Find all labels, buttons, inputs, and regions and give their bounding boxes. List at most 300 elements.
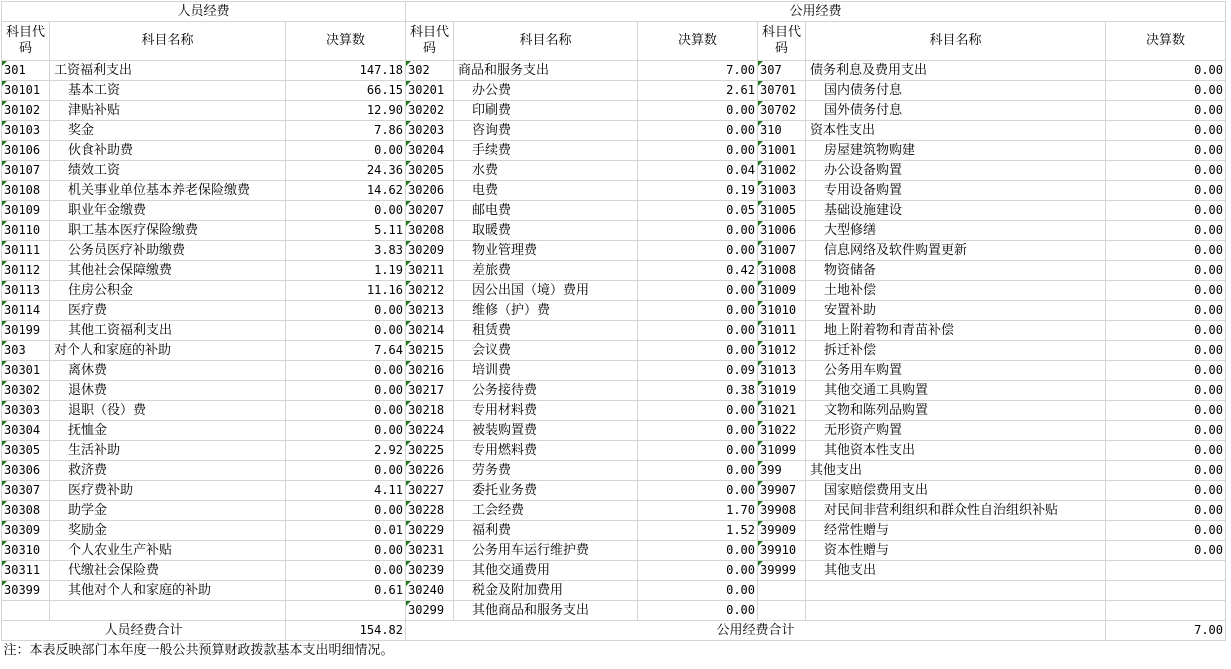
public-left-code-text: 30215: [408, 343, 445, 357]
public-right-amount-cell: 0.00: [1106, 541, 1226, 561]
public-right-code-text: 399: [760, 463, 782, 477]
public-right-name-header: 科目名称: [806, 22, 1106, 61]
public-left-name-cell: 取暖费: [454, 221, 638, 241]
text-format-marker-icon: [406, 421, 411, 426]
personnel-name-cell: 对个人和家庭的补助: [50, 341, 286, 361]
public-left-amount-header: 决算数: [638, 22, 758, 61]
total-row: [2, 621, 1226, 641]
public-right-code-text: 31013: [760, 363, 797, 377]
personnel-code-text: 30309: [4, 523, 41, 537]
public-right-name-cell: 公务用车购置: [806, 361, 1106, 381]
personnel-name-cell: 绩效工资: [50, 161, 286, 181]
public-right-code-cell: [758, 261, 806, 281]
text-format-marker-icon: [406, 501, 411, 506]
table-row: [2, 341, 1226, 361]
personnel-amount-cell: 1.19: [286, 261, 406, 281]
text-format-marker-icon: [758, 521, 763, 526]
public-right-name-cell: 国外债务付息: [806, 101, 1106, 121]
public-left-code-text: 30207: [408, 203, 445, 217]
personnel-name-cell: 工资福利支出: [50, 61, 286, 81]
public-right-amount-cell: 0.00: [1106, 61, 1226, 81]
public-left-code-text: 30209: [408, 243, 445, 257]
public-right-name-cell: 其他资本性支出: [806, 441, 1106, 461]
text-format-marker-icon: [406, 121, 411, 126]
public-left-code-text: 30204: [408, 143, 445, 157]
public-right-code-cell: [758, 161, 806, 181]
public-left-code-text: 30211: [408, 263, 445, 277]
public-left-code-cell: [406, 121, 454, 141]
public-left-amount-cell: 0.38: [638, 381, 758, 401]
text-format-marker-icon: [406, 101, 411, 106]
public-left-code-text: 30203: [408, 123, 445, 137]
public-right-amount-cell: 0.00: [1106, 101, 1226, 121]
text-format-marker-icon: [2, 101, 7, 106]
public-left-code-text: 30227: [408, 483, 445, 497]
public-right-amount-cell: 0.00: [1106, 441, 1226, 461]
public-left-code-text: 30217: [408, 383, 445, 397]
public-left-code-text: 302: [408, 63, 430, 77]
personnel-code-text: 30102: [4, 103, 41, 117]
personnel-name-cell: 助学金: [50, 501, 286, 521]
public-left-amount-cell: 0.00: [638, 301, 758, 321]
text-format-marker-icon: [758, 161, 763, 166]
public-left-code-text: 30202: [408, 103, 445, 117]
public-right-amount-cell: 0.00: [1106, 261, 1226, 281]
personnel-name-cell: 其他社会保障缴费: [50, 261, 286, 281]
public-left-code-cell: [406, 441, 454, 461]
text-format-marker-icon: [2, 321, 7, 326]
public-right-code-cell: [758, 321, 806, 341]
table-row: [2, 281, 1226, 301]
personnel-amount-cell: 0.00: [286, 541, 406, 561]
personnel-amount-cell: 147.18: [286, 61, 406, 81]
personnel-code-cell: [2, 161, 50, 181]
personnel-code-cell: [2, 361, 50, 381]
public-right-code-text: 307: [760, 63, 782, 77]
personnel-code-cell: [2, 101, 50, 121]
public-right-amount-cell: 0.00: [1106, 241, 1226, 261]
personnel-name-cell: 医疗费: [50, 301, 286, 321]
personnel-amount-cell: 66.15: [286, 81, 406, 101]
personnel-code-cell: [2, 141, 50, 161]
text-format-marker-icon: [2, 281, 7, 286]
personnel-code-text: 30304: [4, 423, 41, 437]
personnel-code-text: 30302: [4, 383, 41, 397]
personnel-code-text: 30106: [4, 143, 41, 157]
personnel-name-cell: 公务员医疗补助缴费: [50, 241, 286, 261]
personnel-code-text: 30307: [4, 483, 41, 497]
personnel-amount-cell: 0.00: [286, 321, 406, 341]
personnel-amount-cell: 0.00: [286, 461, 406, 481]
personnel-name-cell: 住房公积金: [50, 281, 286, 301]
public-total-amount: 7.00: [1106, 621, 1226, 641]
public-left-amount-cell: 0.00: [638, 121, 758, 141]
personnel-code-cell: [2, 221, 50, 241]
table-row: [2, 421, 1226, 441]
public-left-code-cell: [406, 281, 454, 301]
personnel-amount-cell: 4.11: [286, 481, 406, 501]
public-right-code-cell: [758, 521, 806, 541]
personnel-name-cell: 奖金: [50, 121, 286, 141]
public-right-name-cell: 安置补助: [806, 301, 1106, 321]
text-format-marker-icon: [2, 261, 7, 266]
public-right-code-cell: [758, 141, 806, 161]
public-right-code-cell: [758, 341, 806, 361]
personnel-code-header: 科目代码: [2, 22, 50, 61]
public-left-amount-cell: 0.00: [638, 281, 758, 301]
personnel-name-cell: 退休费: [50, 381, 286, 401]
personnel-code-text: 30305: [4, 443, 41, 457]
public-left-name-cell: 印刷费: [454, 101, 638, 121]
personnel-code-cell: [2, 521, 50, 541]
table-row: [2, 241, 1226, 261]
public-left-code-cell: [406, 561, 454, 581]
personnel-name-cell: 津贴补贴: [50, 101, 286, 121]
personnel-code-text: 30108: [4, 183, 41, 197]
public-right-code-cell: [758, 301, 806, 321]
table-row: [2, 61, 1226, 81]
public-left-code-text: 30239: [408, 563, 445, 577]
public-left-name-cell: 专用燃料费: [454, 441, 638, 461]
text-format-marker-icon: [2, 341, 7, 346]
public-left-amount-cell: 0.00: [638, 221, 758, 241]
public-right-amount-cell: [1106, 561, 1226, 581]
personnel-code-text: 30306: [4, 463, 41, 477]
text-format-marker-icon: [758, 381, 763, 386]
text-format-marker-icon: [758, 61, 763, 66]
personnel-code-cell: [2, 401, 50, 421]
public-left-code-text: 30214: [408, 323, 445, 337]
public-right-code-text: 310: [760, 123, 782, 137]
table-row: [2, 161, 1226, 181]
public-left-code-cell: [406, 381, 454, 401]
public-right-name-cell: 经常性赠与: [806, 521, 1106, 541]
personnel-name-cell: 基本工资: [50, 81, 286, 101]
public-left-amount-cell: 0.00: [638, 441, 758, 461]
public-right-amount-cell: 0.00: [1106, 301, 1226, 321]
public-right-amount-cell: 0.00: [1106, 181, 1226, 201]
public-right-code-text: 39907: [760, 483, 797, 497]
text-format-marker-icon: [2, 481, 7, 486]
public-left-name-cell: 租赁费: [454, 321, 638, 341]
public-right-amount-cell: 0.00: [1106, 341, 1226, 361]
personnel-code-text: 30109: [4, 203, 41, 217]
personnel-name-header: 科目名称: [50, 22, 286, 61]
public-left-amount-cell: 0.00: [638, 481, 758, 501]
table-row: [2, 561, 1226, 581]
note-row: [2, 641, 1226, 661]
public-left-name-cell: 咨询费: [454, 121, 638, 141]
public-right-amount-cell: 0.00: [1106, 81, 1226, 101]
public-left-code-text: 30205: [408, 163, 445, 177]
personnel-code-text: 30113: [4, 283, 41, 297]
public-left-name-cell: 培训费: [454, 361, 638, 381]
personnel-code-cell: [2, 561, 50, 581]
public-left-name-cell: 工会经费: [454, 501, 638, 521]
public-left-amount-cell: 0.09: [638, 361, 758, 381]
column-header-row: [2, 22, 1226, 61]
table-row: [2, 361, 1226, 381]
text-format-marker-icon: [2, 541, 7, 546]
text-format-marker-icon: [406, 261, 411, 266]
public-left-code-cell: [406, 201, 454, 221]
text-format-marker-icon: [758, 241, 763, 246]
public-left-amount-cell: 1.70: [638, 501, 758, 521]
public-left-amount-cell: 0.00: [638, 401, 758, 421]
public-right-amount-cell: [1106, 581, 1226, 601]
text-format-marker-icon: [2, 201, 7, 206]
personnel-code-cell: [2, 61, 50, 81]
text-format-marker-icon: [758, 401, 763, 406]
public-right-name-cell: 信息网络及软件购置更新: [806, 241, 1106, 261]
public-left-code-cell: [406, 421, 454, 441]
public-left-amount-cell: 0.05: [638, 201, 758, 221]
personnel-amount-cell: 0.61: [286, 581, 406, 601]
personnel-name-cell: 伙食补助费: [50, 141, 286, 161]
public-right-code-text: 30701: [760, 83, 797, 97]
personnel-name-cell: 离休费: [50, 361, 286, 381]
public-right-code-text: 31012: [760, 343, 797, 357]
personnel-amount-cell: 7.64: [286, 341, 406, 361]
text-format-marker-icon: [406, 301, 411, 306]
personnel-amount-cell: 0.00: [286, 201, 406, 221]
public-right-code-text: 31001: [760, 143, 797, 157]
public-left-name-cell: 会议费: [454, 341, 638, 361]
text-format-marker-icon: [406, 201, 411, 206]
personnel-code-text: 30399: [4, 583, 41, 597]
public-left-amount-cell: 7.00: [638, 61, 758, 81]
table-row: [2, 101, 1226, 121]
public-right-code-text: 31006: [760, 223, 797, 237]
public-right-amount-cell: 0.00: [1106, 501, 1226, 521]
table-row: [2, 181, 1226, 201]
public-left-code-text: 30206: [408, 183, 445, 197]
text-format-marker-icon: [2, 81, 7, 86]
text-format-marker-icon: [758, 81, 763, 86]
text-format-marker-icon: [758, 321, 763, 326]
public-right-code-cell: [758, 361, 806, 381]
public-right-amount-cell: 0.00: [1106, 461, 1226, 481]
text-format-marker-icon: [406, 241, 411, 246]
text-format-marker-icon: [406, 181, 411, 186]
public-left-code-text: 30218: [408, 403, 445, 417]
personnel-code-text: 301: [4, 63, 26, 77]
personnel-amount-cell: 0.00: [286, 421, 406, 441]
public-left-code-cell: [406, 101, 454, 121]
personnel-amount-cell: 0.00: [286, 501, 406, 521]
public-left-amount-cell: 0.00: [638, 581, 758, 601]
text-format-marker-icon: [758, 101, 763, 106]
table-row: [2, 261, 1226, 281]
table-row: [2, 381, 1226, 401]
public-right-code-cell: [758, 441, 806, 461]
text-format-marker-icon: [758, 221, 763, 226]
personnel-code-text: 30301: [4, 363, 41, 377]
public-right-name-cell: 物资储备: [806, 261, 1106, 281]
public-right-code-cell: [758, 381, 806, 401]
personnel-amount-cell: 0.01: [286, 521, 406, 541]
text-format-marker-icon: [758, 201, 763, 206]
text-format-marker-icon: [2, 441, 7, 446]
public-left-name-cell: 劳务费: [454, 461, 638, 481]
text-format-marker-icon: [758, 301, 763, 306]
text-format-marker-icon: [406, 341, 411, 346]
table-row: [2, 581, 1226, 601]
personnel-code-text: 30101: [4, 83, 41, 97]
text-format-marker-icon: [2, 561, 7, 566]
public-right-code-cell: [758, 201, 806, 221]
public-right-name-cell: 资本性赠与: [806, 541, 1106, 561]
personnel-name-cell: 生活补助: [50, 441, 286, 461]
public-right-code-cell: [758, 401, 806, 421]
public-right-code-text: 31010: [760, 303, 797, 317]
personnel-amount-cell: 7.86: [286, 121, 406, 141]
personnel-amount-cell: 3.83: [286, 241, 406, 261]
public-right-code-text: 31022: [760, 423, 797, 437]
text-format-marker-icon: [758, 441, 763, 446]
public-right-amount-cell: 0.00: [1106, 481, 1226, 501]
personnel-code-text: 30310: [4, 543, 41, 557]
personnel-name-cell: 奖励金: [50, 521, 286, 541]
personnel-code-text: 303: [4, 343, 26, 357]
public-left-amount-cell: 0.00: [638, 421, 758, 441]
public-left-name-cell: 税金及附加费用: [454, 581, 638, 601]
personnel-amount-header: 决算数: [286, 22, 406, 61]
personnel-code-cell: [2, 581, 50, 601]
public-left-amount-cell: 0.42: [638, 261, 758, 281]
personnel-code-text: 30199: [4, 323, 41, 337]
text-format-marker-icon: [2, 581, 7, 586]
personnel-code-cell: [2, 381, 50, 401]
text-format-marker-icon: [758, 361, 763, 366]
text-format-marker-icon: [2, 241, 7, 246]
public-right-code-cell: [758, 221, 806, 241]
table-note: 注：本表反映部门本年度一般公共预算财政拨款基本支出明细情况。: [3, 643, 394, 658]
personnel-code-text: 30107: [4, 163, 41, 177]
public-left-code-text: 30212: [408, 283, 445, 297]
public-right-amount-cell: 0.00: [1106, 361, 1226, 381]
public-right-name-cell: 地上附着物和青苗补偿: [806, 321, 1106, 341]
public-right-name-cell: 对民间非营利组织和群众性自治组织补贴: [806, 501, 1106, 521]
personnel-total-amount: 154.82: [286, 621, 406, 641]
public-right-code-text: 31005: [760, 203, 797, 217]
personnel-code-text: 30311: [4, 563, 41, 577]
personnel-amount-cell: 0.00: [286, 361, 406, 381]
public-left-name-cell: 办公费: [454, 81, 638, 101]
public-left-amount-cell: 0.04: [638, 161, 758, 181]
personnel-code-cell: [2, 121, 50, 141]
public-left-amount-cell: 0.00: [638, 321, 758, 341]
public-right-code-text: 30702: [760, 103, 797, 117]
public-left-code-cell: [406, 301, 454, 321]
text-format-marker-icon: [406, 281, 411, 286]
public-left-code-text: 30224: [408, 423, 445, 437]
public-right-name-cell: 其他交通工具购置: [806, 381, 1106, 401]
public-left-code-cell: [406, 541, 454, 561]
personnel-name-cell: 代缴社会保险费: [50, 561, 286, 581]
public-left-code-text: 30240: [408, 583, 445, 597]
public-right-code-cell: [758, 81, 806, 101]
personnel-code-text: 30103: [4, 123, 41, 137]
personnel-code-text: 30114: [4, 303, 41, 317]
public-left-amount-cell: 0.00: [638, 101, 758, 121]
public-right-code-cell: [758, 461, 806, 481]
public-right-amount-cell: 0.00: [1106, 321, 1226, 341]
public-right-code-cell: [758, 541, 806, 561]
public-left-code-cell: [406, 401, 454, 421]
personnel-code-cell: [2, 481, 50, 501]
public-left-amount-cell: 0.19: [638, 181, 758, 201]
public-right-code-text: 31099: [760, 443, 797, 457]
personnel-amount-cell: 5.11: [286, 221, 406, 241]
personnel-amount-cell: 0.00: [286, 141, 406, 161]
public-right-amount-cell: [1106, 601, 1226, 621]
personnel-code-cell: [2, 301, 50, 321]
public-right-name-cell: 文物和陈列品购置: [806, 401, 1106, 421]
personnel-amount-cell: 0.00: [286, 561, 406, 581]
table-row: [2, 521, 1226, 541]
public-right-amount-cell: 0.00: [1106, 401, 1226, 421]
public-right-code-text: 31019: [760, 383, 797, 397]
public-left-name-cell: 被装购置费: [454, 421, 638, 441]
public-left-name-cell: 其他商品和服务支出: [454, 601, 638, 621]
public-right-code-cell: [758, 101, 806, 121]
public-left-code-text: 30213: [408, 303, 445, 317]
expenditure-table: [1, 1, 1226, 660]
public-left-code-cell: [406, 581, 454, 601]
table-row: [2, 441, 1226, 461]
public-right-name-cell: 其他支出: [806, 561, 1106, 581]
text-format-marker-icon: [406, 541, 411, 546]
public-left-name-cell: 电费: [454, 181, 638, 201]
public-left-code-text: 30226: [408, 463, 445, 477]
public-right-code-cell: [758, 561, 806, 581]
text-format-marker-icon: [758, 481, 763, 486]
text-format-marker-icon: [406, 141, 411, 146]
text-format-marker-icon: [2, 121, 7, 126]
personnel-amount-cell: 11.16: [286, 281, 406, 301]
personnel-name-cell: 个人农业生产补贴: [50, 541, 286, 561]
text-format-marker-icon: [406, 361, 411, 366]
personnel-code-cell: [2, 421, 50, 441]
public-left-code-text: 30216: [408, 363, 445, 377]
public-left-code-cell: [406, 501, 454, 521]
public-left-code-cell: [406, 241, 454, 261]
text-format-marker-icon: [758, 501, 763, 506]
text-format-marker-icon: [406, 381, 411, 386]
public-left-code-text: 30201: [408, 83, 445, 97]
public-right-code-cell: [758, 421, 806, 441]
personnel-code-cell: [2, 81, 50, 101]
public-left-name-cell: 商品和服务支出: [454, 61, 638, 81]
public-right-amount-cell: 0.00: [1106, 161, 1226, 181]
personnel-name-cell: 其他工资福利支出: [50, 321, 286, 341]
personnel-code-text: 30110: [4, 223, 41, 237]
public-left-name-cell: 邮电费: [454, 201, 638, 221]
public-right-code-cell: [758, 121, 806, 141]
public-left-amount-cell: 0.00: [638, 461, 758, 481]
text-format-marker-icon: [758, 181, 763, 186]
table-row: [2, 81, 1226, 101]
public-right-amount-cell: 0.00: [1106, 121, 1226, 141]
public-left-amount-cell: 0.00: [638, 241, 758, 261]
public-right-code-cell: [758, 61, 806, 81]
public-left-name-cell: 公务用车运行维护费: [454, 541, 638, 561]
public-left-code-cell: [406, 461, 454, 481]
text-format-marker-icon: [406, 581, 411, 586]
public-right-name-cell: 国内债务付息: [806, 81, 1106, 101]
public-left-code-text: 30208: [408, 223, 445, 237]
